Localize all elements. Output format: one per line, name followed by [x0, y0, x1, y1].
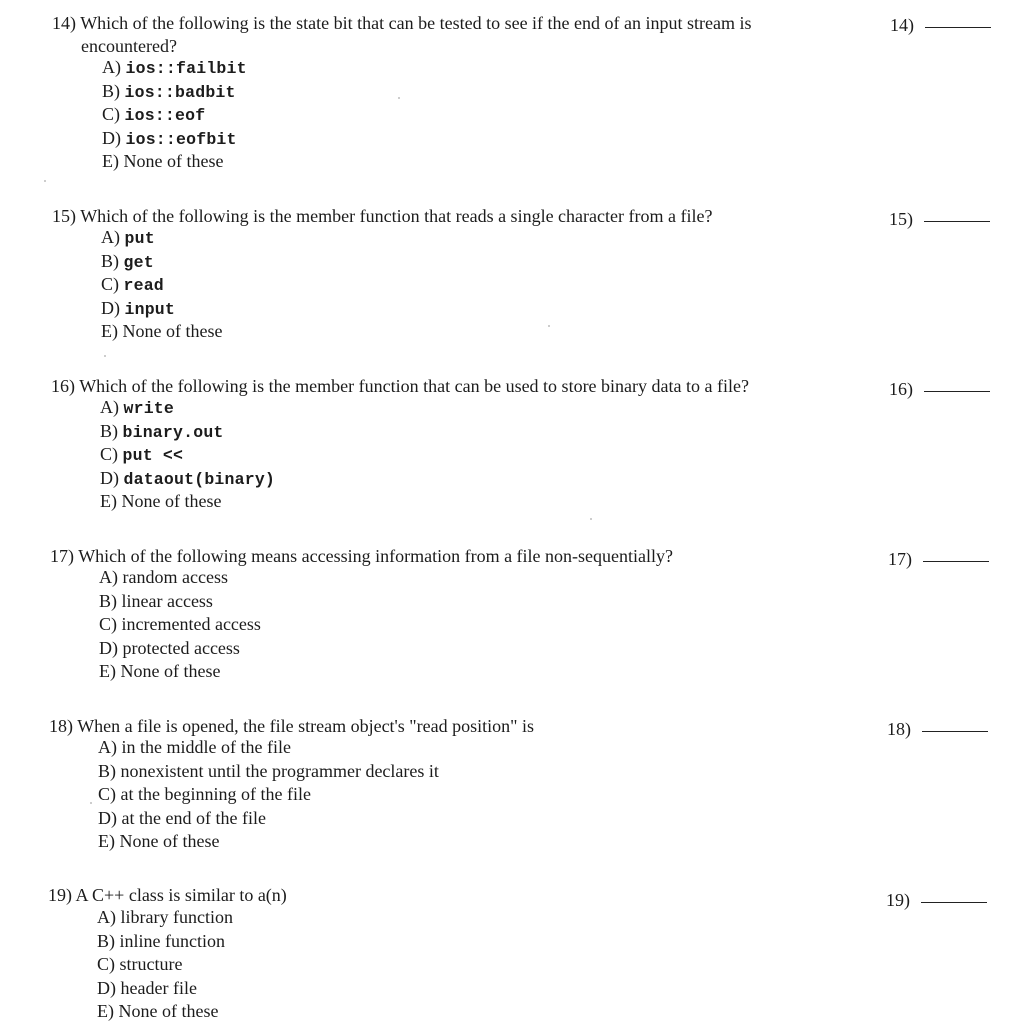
option-list: [100, 396, 275, 514]
scan-speck: [590, 518, 592, 520]
answer-line[interactable]: [922, 730, 988, 732]
question-text: When a file is opened, the file stream object's "read position" is: [77, 716, 534, 736]
option-b: B) nonexistent until the programmer declares it: [98, 760, 439, 781]
option-d: D) input: [101, 297, 176, 319]
option-c: C) ios::eof: [102, 104, 206, 125]
answer-label: 15): [889, 209, 913, 229]
option-e: E) None of these: [97, 1001, 219, 1021]
option-e: E) None of these: [100, 491, 222, 511]
question-number: 16): [51, 376, 75, 396]
answer-blank: [889, 208, 990, 231]
option-d: D) dataout(binary): [100, 467, 276, 489]
option-b: B) binary.out: [100, 420, 224, 442]
question-number: 19): [48, 885, 72, 905]
question-number: 17): [50, 546, 74, 566]
answer-label: 19): [886, 890, 910, 910]
answer-line[interactable]: [923, 560, 989, 562]
answer-line[interactable]: [924, 220, 990, 222]
option-b: B) linear access: [99, 590, 213, 611]
option-d: D) header file: [97, 977, 197, 998]
question-text: Which of the following means accessing information from a file non-sequentially?: [78, 546, 674, 566]
question-stem: [51, 375, 749, 398]
answer-line[interactable]: [925, 26, 991, 28]
question-text-continued: encountered?: [81, 36, 177, 56]
question-number: 18): [49, 716, 73, 736]
answer-blank: [890, 14, 991, 37]
answer-label: 14): [890, 15, 914, 35]
option-c: C) at the beginning of the file: [98, 784, 311, 804]
answer-blank: [886, 889, 987, 912]
option-a: A) put: [101, 227, 155, 248]
answer-blank: [889, 378, 990, 401]
option-list: [101, 226, 222, 344]
option-e: E) None of these: [99, 661, 221, 681]
option-e: E) None of these: [102, 151, 224, 171]
scan-speck: [398, 97, 400, 99]
scan-speck: [44, 180, 46, 182]
question-stem: [49, 715, 534, 738]
question-number: 14): [52, 13, 76, 33]
scan-speck: [90, 802, 92, 804]
option-list: [98, 736, 439, 854]
option-c: C) read: [101, 274, 164, 295]
scan-speck: [104, 355, 106, 357]
question-text: Which of the following is the state bit that can be tested to see if the end of an input stream is: [80, 13, 752, 33]
option-c: C) put <<: [100, 444, 184, 465]
option-e: E) None of these: [101, 321, 223, 341]
option-e: E) None of these: [98, 831, 220, 851]
scan-speck: [548, 325, 550, 327]
option-list: [102, 56, 247, 174]
option-c: C) structure: [97, 954, 183, 974]
question-stem: [48, 884, 287, 907]
option-list: [99, 566, 261, 684]
answer-label: 18): [887, 719, 911, 739]
answer-label: 17): [888, 549, 912, 569]
question-text: Which of the following is the member function that reads a single character from a file?: [80, 206, 713, 226]
question-stem: [52, 205, 712, 228]
option-a: A) in the middle of the file: [98, 737, 291, 757]
option-c: C) incremented access: [99, 614, 261, 634]
question-number: 15): [52, 206, 76, 226]
answer-line[interactable]: [921, 901, 987, 903]
option-d: D) at the end of the file: [98, 807, 266, 828]
option-list: [97, 906, 233, 1024]
option-d: D) protected access: [99, 637, 240, 658]
option-a: A) library function: [97, 907, 233, 927]
option-a: A) random access: [99, 567, 228, 587]
question-stem: [52, 12, 752, 58]
answer-line[interactable]: [924, 390, 990, 392]
answer-blank: [887, 718, 988, 741]
question-text: A C++ class is similar to a(n): [75, 885, 287, 905]
option-a: A) ios::failbit: [102, 57, 247, 78]
option-a: A) write: [100, 397, 175, 418]
question-stem: [50, 545, 673, 568]
answer-blank: [888, 548, 989, 571]
option-b: B) ios::badbit: [102, 80, 236, 102]
answer-label: 16): [889, 379, 913, 399]
option-b: B) inline function: [97, 930, 225, 951]
option-d: D) ios::eofbit: [102, 127, 237, 149]
option-b: B) get: [101, 250, 154, 272]
question-text: Which of the following is the member function that can be used to store binary data to a file?: [79, 376, 749, 396]
